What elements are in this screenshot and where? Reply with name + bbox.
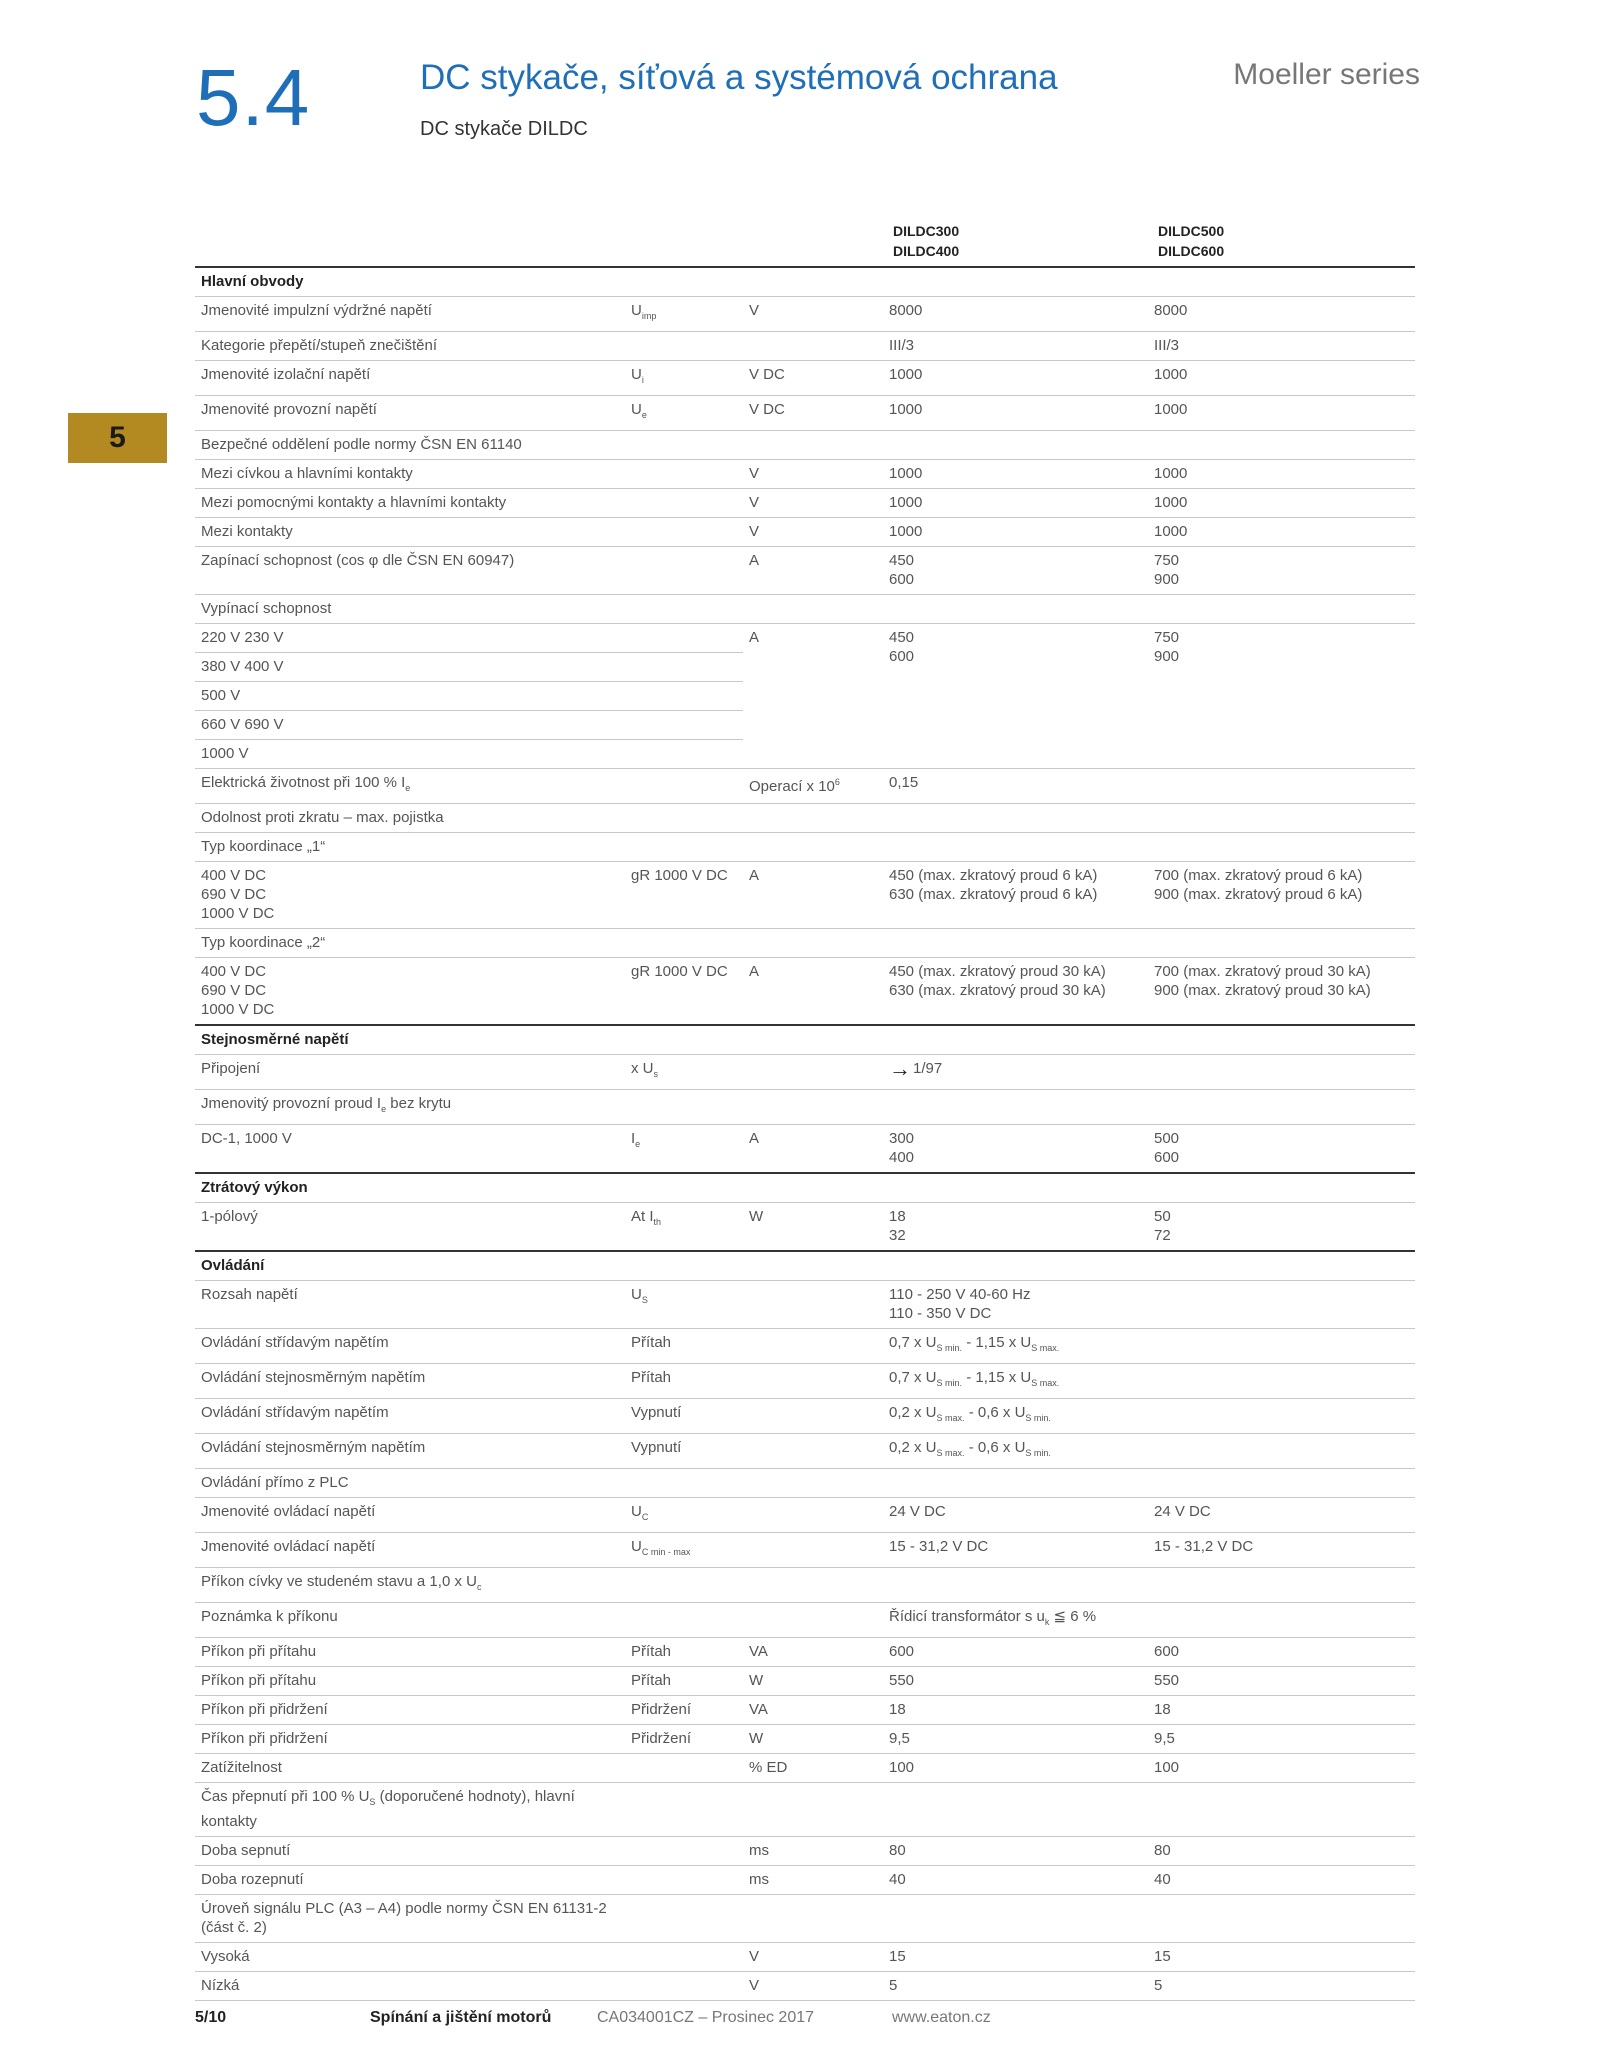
value-cell: 1000 — [883, 396, 1148, 431]
symbol-subscript: S max. — [1031, 1343, 1060, 1353]
value-text: 0,7 x U — [889, 1369, 937, 1386]
table-row — [195, 624, 1415, 653]
row-label: Zapínací schopnost (cos φ dle ČSN EN 60947) — [195, 547, 743, 595]
row-label: 400 V DC 690 V DC 1000 V DC — [195, 862, 625, 929]
row-label: Příkon při přítahu — [195, 1667, 625, 1696]
symbol-subscript: S — [641, 1295, 648, 1305]
row-label-text: Elektrická životnost při 100 % I — [201, 774, 406, 791]
symbol-subscript: imp — [641, 311, 657, 321]
table-row — [195, 361, 1415, 396]
row-label: Typ koordinace „1“ — [195, 833, 1415, 862]
row-label: Zatížitelnost — [195, 1754, 743, 1783]
row-label: 1-pólový — [201, 1208, 258, 1225]
row-label — [195, 1568, 1415, 1603]
value-cell: 18 — [883, 1696, 1148, 1725]
symbol-text: x U — [631, 1060, 654, 1077]
row-label: Typ koordinace „2“ — [195, 929, 1415, 958]
symbol-cell — [625, 1125, 743, 1174]
symbol-cell — [625, 1498, 743, 1533]
row-label: Ovládání stejnosměrným napětím — [195, 1434, 625, 1469]
row-label-text: Čas přepnutí při 100 % U — [201, 1788, 370, 1805]
symbol-text: U — [631, 302, 642, 319]
value-cell: 80 — [1148, 1837, 1415, 1866]
value-cell: 80 — [883, 1837, 1148, 1866]
row-label — [195, 1783, 625, 1837]
row-label: Jmenovité izolační napětí — [195, 361, 625, 396]
value-cell — [883, 1055, 1148, 1090]
symbol-cell: Vypnutí — [625, 1399, 743, 1434]
column-header-2-line2: DILDC600 — [1158, 243, 1225, 259]
table-row — [195, 595, 1415, 624]
symbol-subscript: S — [369, 1797, 376, 1807]
row-label: Mezi kontakty — [195, 518, 743, 547]
unit-cell: % ED — [743, 1754, 883, 1783]
row-label: Vypínací schopnost — [195, 595, 1415, 624]
row-label: Doba rozepnutí — [195, 1866, 743, 1895]
symbol-text: At I — [631, 1208, 654, 1225]
symbol-cell: Vypnutí — [625, 1434, 743, 1469]
value-cell: 300 400 — [889, 1130, 915, 1166]
value-cell: 750 900 — [1148, 547, 1415, 595]
symbol-subscript: e — [381, 1104, 387, 1114]
value-cell: 1000 — [1148, 489, 1415, 518]
unit-cell: VA — [743, 1638, 883, 1667]
section-row-ovladani — [195, 1251, 1415, 1281]
row-label: Kategorie přepětí/stupeň znečištění — [195, 332, 625, 361]
row-label: Ovládání střídavým napětím — [195, 1329, 625, 1364]
symbol-cell: Přítah — [625, 1638, 743, 1667]
symbol-cell: Přidržení — [625, 1696, 743, 1725]
symbol-cell — [625, 1533, 743, 1568]
value-text: 0,2 x U — [889, 1439, 937, 1456]
value-text: - 0,6 x U — [964, 1404, 1026, 1421]
value-cell: 9,5 — [1148, 1725, 1415, 1754]
value-cell: 1000 — [883, 361, 1148, 396]
column-header-2-line1: DILDC500 — [1158, 223, 1225, 239]
value-cell: 40 — [1148, 1866, 1415, 1895]
symbol-cell — [625, 1203, 743, 1252]
symbol-subscript: e — [405, 783, 411, 793]
unit-cell: W — [743, 1725, 883, 1754]
page-subtitle: DC stykače DILDC — [420, 118, 588, 140]
row-label: Bezpečné oddělení podle normy ČSN EN 61140 — [195, 431, 1415, 460]
table-row — [195, 833, 1415, 862]
symbol-subscript: S min. — [1025, 1413, 1051, 1423]
empty-cell — [625, 1895, 1415, 1943]
symbol-cell: gR 1000 V DC — [625, 862, 743, 929]
value-text: - 1,15 x U — [962, 1369, 1032, 1386]
value-cell: 18 — [1148, 1696, 1415, 1725]
row-label — [195, 769, 743, 804]
row-label: Ovládání přímo z PLC — [195, 1469, 1415, 1498]
page-title: DC stykače, síťová a systémová ochrana — [420, 58, 1058, 97]
unit-cell: W — [749, 1208, 764, 1225]
row-label: Poznámka k příkonu — [195, 1603, 883, 1638]
value-cell: 700 (max. zkratový proud 6 kA) 900 (max. zkratový proud 6 kA) — [1148, 862, 1415, 929]
symbol-subscript: S max. — [1031, 1378, 1060, 1388]
value-cell: 1000 — [1148, 396, 1415, 431]
unit-cell — [743, 1055, 883, 1090]
table-row — [195, 1638, 1415, 1667]
unit-cell — [743, 332, 883, 361]
value-cell: 1000 — [1148, 361, 1415, 396]
value-cell: 24 V DC — [883, 1498, 1148, 1533]
row-label: Jmenovité impulzní výdržné napětí — [195, 297, 625, 332]
value-cell: 15 - 31,2 V DC — [883, 1533, 1148, 1568]
table-row — [195, 396, 1415, 431]
footer-title: Spínání a jištění motorů — [370, 2009, 552, 2026]
table-row — [195, 1754, 1415, 1783]
value-cell: 9,5 — [883, 1725, 1148, 1754]
value-cell: III/3 — [883, 332, 1148, 361]
table-row — [195, 518, 1415, 547]
section-row-stejnosmerne-napeti — [195, 1025, 1415, 1055]
unit-cell: V — [743, 518, 883, 547]
symbol-subscript: k — [1044, 1617, 1050, 1627]
table-row — [195, 1667, 1415, 1696]
row-label: Ovládání střídavým napětím — [195, 1399, 625, 1434]
value-cell — [1148, 1055, 1415, 1090]
symbol-text: U — [631, 401, 642, 418]
value-cell — [883, 1434, 1415, 1469]
column-header-1 — [893, 221, 959, 261]
row-label: 1000 V — [195, 740, 743, 769]
unit-cell: V DC — [743, 361, 883, 396]
value-cell: 750 900 — [1148, 624, 1415, 769]
value-cell: 8000 — [1148, 297, 1415, 332]
value-text: 0,2 x U — [889, 1404, 937, 1421]
unit-cell: V — [743, 297, 883, 332]
unit-cell — [743, 1533, 883, 1568]
unit-cell: ms — [743, 1837, 883, 1866]
value-cell: III/3 — [1148, 332, 1415, 361]
symbol-cell — [625, 332, 743, 361]
value-cell: 18 32 — [889, 1208, 906, 1244]
table-row — [195, 1783, 1415, 1837]
row-label: Příkon při přidržení — [195, 1725, 625, 1754]
unit-cell: A — [743, 862, 883, 929]
unit-cell — [743, 1434, 883, 1469]
value-cell: 5 — [883, 1972, 1148, 2001]
table-row — [195, 297, 1415, 332]
unit-cell: ms — [743, 1866, 883, 1895]
value-text: ≦ 6 % — [1049, 1608, 1097, 1625]
footer-website-link[interactable]: www.eaton.cz — [892, 2009, 991, 2026]
value-cell: 24 V DC — [1148, 1498, 1415, 1533]
row-label-text: Jmenovitý provozní proud I — [201, 1095, 382, 1112]
value-cell: 100 — [1148, 1754, 1415, 1783]
row-label: Příkon při přítahu — [195, 1638, 625, 1667]
arrow-right-icon: → — [889, 1056, 911, 1081]
value-cell: 500 600 — [1154, 1130, 1180, 1166]
value-cell: 50 72 — [1154, 1208, 1171, 1244]
row-label-text: Příkon cívky ve studeném stavu a 1,0 x U — [201, 1573, 477, 1590]
symbol-cell — [625, 1055, 743, 1090]
row-label: Vysoká — [195, 1943, 743, 1972]
symbol-subscript: s — [653, 1069, 658, 1079]
unit-text: Operací x 10 — [749, 778, 835, 795]
column-header-1-line1: DILDC300 — [893, 223, 960, 239]
row-label: Připojení — [195, 1055, 625, 1090]
table-row — [195, 1603, 1415, 1638]
table-row — [195, 1972, 1415, 2001]
symbol-subscript: S max. — [936, 1413, 965, 1423]
value-cell: 100 — [883, 1754, 1148, 1783]
value-cell: 0,15 — [883, 769, 1148, 804]
symbol-subscript: c — [476, 1582, 482, 1592]
unit-cell: V — [743, 1943, 883, 1972]
value-cell: 450 (max. zkratový proud 30 kA) 630 (max. zkratový proud 30 kA) — [889, 963, 1106, 999]
unit-cell: VA — [743, 1696, 883, 1725]
table-row — [195, 1498, 1415, 1533]
unit-cell: A — [743, 624, 883, 769]
value-text: - 1,15 x U — [962, 1334, 1032, 1351]
symbol-cell: Přítah — [625, 1329, 743, 1364]
value-cell: 110 - 250 V 40-60 Hz 110 - 350 V DC — [883, 1281, 1415, 1329]
unit-cell: V — [743, 1972, 883, 2001]
table-row — [195, 1090, 1415, 1125]
row-label: Odolnost proti zkratu – max. pojistka — [195, 804, 1415, 833]
table-row — [195, 958, 1415, 1026]
section-row-ztratovy-vykon — [195, 1173, 1415, 1203]
value-cell — [883, 1364, 1415, 1399]
row-label: 500 V — [195, 682, 743, 711]
table-row — [195, 1943, 1415, 1972]
value-cell: 15 - 31,2 V DC — [1148, 1533, 1415, 1568]
value-cell: 1000 — [883, 518, 1148, 547]
symbol-cell — [625, 1281, 743, 1329]
row-label: Úroveň signálu PLC (A3 – A4) podle normy ČSN EN 61131-2 (část č. 2) — [195, 1895, 625, 1943]
chapter-tab: 5 — [68, 413, 167, 463]
value-text: 1/97 — [913, 1060, 943, 1077]
value-text: - 0,6 x U — [964, 1439, 1026, 1456]
value-cell: 1000 — [883, 460, 1148, 489]
empty-cell — [625, 1783, 1415, 1837]
row-label: Doba sepnutí — [195, 1837, 743, 1866]
row-label: Jmenovité ovládací napětí — [195, 1533, 625, 1568]
table-row — [195, 929, 1415, 958]
symbol-text: U — [631, 1538, 642, 1555]
section-heading: Hlavní obvody — [195, 267, 1415, 297]
column-header-1-line2: DILDC400 — [893, 243, 960, 259]
unit-cell — [743, 1498, 883, 1533]
row-label: DC-1, 1000 V — [201, 1130, 292, 1147]
value-cell: 8000 — [883, 297, 1148, 332]
symbol-cell: Přidržení — [625, 1725, 743, 1754]
symbol-subscript: S min. — [1025, 1448, 1051, 1458]
table-row — [195, 1725, 1415, 1754]
table-row — [195, 460, 1415, 489]
unit-cell: W — [743, 1667, 883, 1696]
symbol-subscript: e — [635, 1139, 641, 1149]
row-label: 400 V DC 690 V DC 1000 V DC — [201, 963, 275, 1018]
table-row — [195, 1469, 1415, 1498]
table-row — [195, 1329, 1415, 1364]
value-cell: 600 — [1148, 1638, 1415, 1667]
symbol-cell — [625, 361, 743, 396]
unit-cell — [743, 1399, 883, 1434]
table-row — [195, 547, 1415, 595]
value-cell — [1148, 769, 1415, 804]
unit-cell: V — [743, 460, 883, 489]
row-label: Jmenovité provozní napětí — [195, 396, 625, 431]
row-label: Mezi cívkou a hlavními kontakty — [195, 460, 743, 489]
row-label: 660 V 690 V — [195, 711, 743, 740]
value-cell: 450 600 — [883, 547, 1148, 595]
footer-doc-code: CA034001CZ – Prosinec 2017 — [597, 2009, 815, 2026]
symbol-subscript: C — [641, 1512, 649, 1522]
value-cell: 40 — [883, 1866, 1148, 1895]
value-cell: 1000 — [1148, 518, 1415, 547]
unit-cell — [743, 769, 883, 804]
symbol-cell: Přítah — [625, 1364, 743, 1399]
section-heading: Ztrátový výkon — [195, 1173, 1415, 1203]
symbol-cell: Přítah — [625, 1667, 743, 1696]
table-row — [195, 431, 1415, 460]
unit-cell: V DC — [743, 396, 883, 431]
value-cell: 600 — [883, 1638, 1148, 1667]
row-label — [195, 1090, 1415, 1125]
symbol-subscript: e — [641, 410, 647, 420]
unit-cell — [743, 1364, 883, 1399]
symbol-subscript: C min - max — [641, 1547, 691, 1557]
value-cell: 15 — [883, 1943, 1148, 1972]
row-label: Příkon při přidržení — [195, 1696, 625, 1725]
value-cell: 1000 — [883, 489, 1148, 518]
table-row — [195, 862, 1415, 929]
value-cell: 450 600 — [883, 624, 1148, 769]
table-row — [195, 804, 1415, 833]
table-row — [195, 1837, 1415, 1866]
table-row — [195, 332, 1415, 361]
table-row — [195, 1399, 1415, 1434]
spec-table — [195, 266, 1415, 2001]
unit-cell: A — [749, 1130, 760, 1147]
unit-cell: A — [749, 963, 760, 980]
table-row — [195, 1434, 1415, 1469]
value-text: 0,7 x U — [889, 1334, 937, 1351]
unit-cell: A — [743, 547, 883, 595]
table-row — [195, 1055, 1415, 1090]
unit-superscript: 6 — [834, 777, 840, 787]
column-header-2 — [1158, 221, 1224, 261]
value-cell — [883, 1329, 1415, 1364]
value-cell — [883, 1603, 1415, 1638]
table-row — [195, 1281, 1415, 1329]
table-row — [195, 769, 1415, 804]
row-label: Ovládání stejnosměrným napětím — [195, 1364, 625, 1399]
row-label: Jmenovité ovládací napětí — [195, 1498, 625, 1533]
symbol-text: U — [631, 366, 642, 383]
value-cell: 1000 — [1148, 460, 1415, 489]
value-cell: 550 — [883, 1667, 1148, 1696]
symbol-cell — [625, 396, 743, 431]
row-label: 220 V 230 V — [195, 624, 743, 653]
symbol-subscript: S min. — [936, 1343, 963, 1353]
section-heading: Ovládání — [195, 1251, 1415, 1281]
symbol-subscript: i — [641, 375, 644, 385]
table-row — [195, 1125, 1415, 1174]
value-cell: 15 — [1148, 1943, 1415, 1972]
row-label: 380 V 400 V — [195, 653, 743, 682]
table-row — [195, 1866, 1415, 1895]
section-heading: Stejnosměrné napětí — [195, 1025, 1415, 1055]
value-cell: 5 — [1148, 1972, 1415, 2001]
section-row-hlavni-obvody — [195, 267, 1415, 297]
table-row — [195, 1533, 1415, 1568]
value-text: Řídicí transformátor s u — [889, 1608, 1045, 1625]
row-label: Rozsah napětí — [195, 1281, 625, 1329]
symbol-text: I — [631, 1130, 636, 1147]
value-cell — [883, 1399, 1415, 1434]
footer-page-number: 5/10 — [195, 2009, 227, 2026]
row-label-suffix: (doporučené hodnoty), hlavní kontakty — [201, 1788, 575, 1830]
symbol-subscript: S min. — [936, 1378, 963, 1388]
symbol-cell — [625, 297, 743, 332]
symbol-cell: gR 1000 V DC — [631, 963, 728, 980]
section-number: 5.4 — [196, 53, 311, 142]
table-row — [195, 1568, 1415, 1603]
value-cell: 450 (max. zkratový proud 6 kA) 630 (max. zkratový proud 6 kA) — [883, 862, 1148, 929]
unit-cell — [743, 1329, 883, 1364]
table-row — [195, 1203, 1415, 1252]
table-row — [195, 1364, 1415, 1399]
series-label: Moeller series — [1233, 58, 1420, 91]
symbol-subscript: S max. — [936, 1448, 965, 1458]
table-row — [195, 489, 1415, 518]
unit-cell — [743, 1281, 883, 1329]
value-cell: 550 — [1148, 1667, 1415, 1696]
unit-cell: V — [743, 489, 883, 518]
row-label: Mezi pomocnými kontakty a hlavními kontakty — [195, 489, 743, 518]
row-label-suffix: bez krytu — [386, 1095, 452, 1112]
symbol-text: U — [631, 1286, 642, 1303]
symbol-subscript: th — [653, 1217, 662, 1227]
value-cell: 700 (max. zkratový proud 30 kA) 900 (max. zkratový proud 30 kA) — [1154, 963, 1371, 999]
symbol-text: U — [631, 1503, 642, 1520]
table-row — [195, 1696, 1415, 1725]
row-label: Nízká — [195, 1972, 743, 2001]
table-row — [195, 1895, 1415, 1943]
